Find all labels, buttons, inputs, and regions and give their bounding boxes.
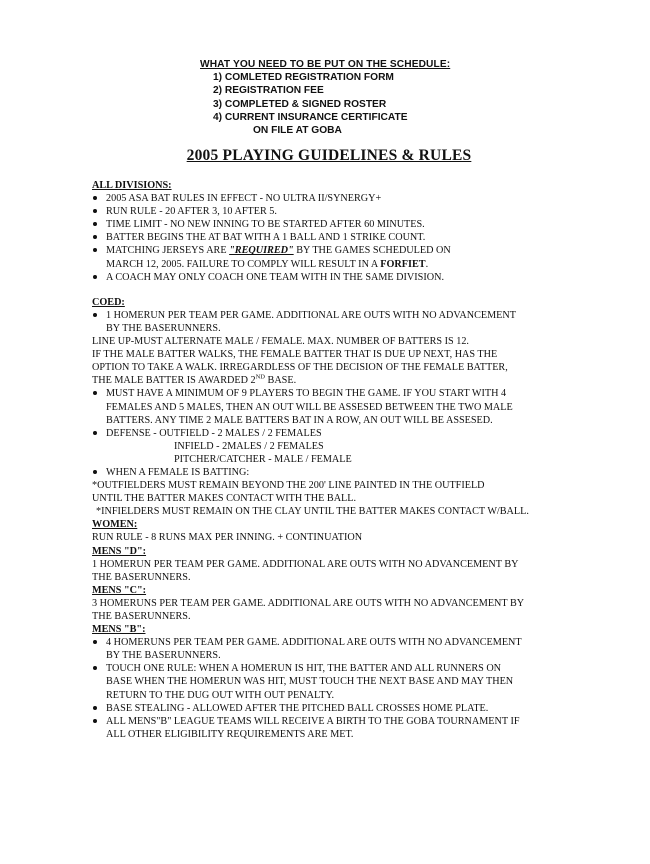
rule-line: 3 HOMERUNS PER TEAM PER GAME. ADDITIONAL ARE OUTS WITH NO ADVANCEMENT BY [92, 597, 525, 609]
rule-continuation: ALL OTHER ELIGIBILITY REQUIREMENTS ARE MET. [106, 728, 354, 740]
rule-line: UNTIL THE BATTER MAKES CONTACT WITH THE BALL. [92, 493, 357, 505]
rule-continuation: BY THE BASERUNNERS. [106, 650, 221, 662]
schedule-item: 1) COMLETED REGISTRATION FORM [213, 72, 394, 84]
schedule-item: 4) CURRENT INSURANCE CERTIFICATE [213, 111, 408, 123]
rule-continuation: INFIELD - 2MALES / 2 FEMALES [174, 440, 324, 452]
section-heading-mens-c: MENS "C": [92, 584, 147, 596]
text-segment: MARCH 12, 2005. FAILURE TO COMPLY WILL RESULT IN A [106, 258, 381, 270]
rule-bullet: TIME LIMIT - NO NEW INNING TO BE STARTED AFTER 60 MINUTES. [92, 218, 562, 231]
rule-bullet: 1 HOMERUN PER TEAM PER GAME. ADDITIONAL ARE OUTS WITH NO ADVANCEMENT [92, 309, 562, 322]
rule-bullet: TOUCH ONE RULE: WHEN A HOMERUN IS HIT, THE BATTER AND ALL RUNNERS ON [92, 662, 562, 675]
schedule-item: 2) REGISTRATION FEE [213, 85, 324, 97]
schedule-item: 3) COMPLETED & SIGNED ROSTER [213, 98, 387, 110]
rule-line: 1 HOMERUN PER TEAM PER GAME. ADDITIONAL ARE OUTS WITH NO ADVANCEMENT BY [92, 558, 519, 570]
schedule-heading: WHAT YOU NEED TO BE PUT ON THE SCHEDULE: [200, 59, 451, 70]
rule-bullet: RUN RULE - 20 AFTER 3, 10 AFTER 5. [92, 205, 562, 218]
rule-line: LINE UP-MUST ALTERNATE MALE / FEMALE. MAX. NUMBER OF BATTERS IS 12. [92, 336, 469, 348]
section-heading-all-divisions: ALL DIVISIONS: [92, 180, 172, 191]
schedule-item: ON FILE AT GOBA [253, 125, 342, 137]
rule-line: THE BASERUNNERS. [92, 611, 191, 622]
document-title [0, 147, 650, 165]
text-segment: BY THE GAMES SCHEDULED ON [293, 245, 451, 257]
forfeit-emphasis: FORFIET [380, 258, 426, 270]
rule-bullet: BASE STEALING - ALLOWED AFTER THE PITCHED BALL CROSSES HOME PLATE. [92, 702, 562, 715]
rule-bullet: A COACH MAY ONLY COACH ONE TEAM WITH IN THE SAME DIVISION. [92, 271, 562, 284]
rule-continuation: BASE WHEN THE HOMERUN WAS HIT, MUST TOUCH THE NEXT BASE AND MAY THEN [106, 676, 514, 688]
rule-line: THE BASERUNNERS. [92, 571, 191, 583]
rule-bullet: WHEN A FEMALE IS BATTING: [92, 466, 562, 479]
text-segment: . [425, 258, 429, 270]
text-segment: THE MALE BATTER IS AWARDED 2 [92, 375, 256, 387]
spacer [92, 284, 562, 296]
rule-line: IF THE MALE BATTER WALKS, THE FEMALE BATTER THAT IS DUE UP NEXT, HAS THE [92, 349, 498, 361]
rule-line [92, 374, 562, 387]
schedule-requirements [200, 58, 500, 137]
rules-body [92, 179, 562, 741]
rule-bullet: DEFENSE - OUTFIELD - 2 MALES / 2 FEMALES [92, 427, 562, 440]
text-segment: MATCHING JERSEYS ARE [106, 245, 230, 257]
rule-bullet-jerseys [92, 244, 562, 257]
section-heading-mens-d: MENS "D": [92, 545, 147, 557]
title-text: 2005 PLAYING GUIDELINES & RULES [186, 147, 472, 164]
rule-bullet: BATTER BEGINS THE AT BAT WITH A 1 BALL AND 1 STRIKE COUNT. [92, 231, 562, 244]
rule-continuation [92, 258, 562, 271]
rule-line: OPTION TO TAKE A WALK. IRREGARDLESS OF THE DECISION OF THE FEMALE BATTER, [92, 362, 508, 374]
rule-bullet: 4 HOMERUNS PER TEAM PER GAME. ADDITIONAL ARE OUTS WITH NO ADVANCEMENT [92, 636, 562, 649]
rule-continuation: RETURN TO THE DUG OUT WITH OUT PENALTY. [106, 689, 335, 701]
section-heading-coed: COED: [92, 296, 125, 308]
rule-line: RUN RULE - 8 RUNS MAX PER INNING. + CONTINUATION [92, 532, 363, 544]
rule-continuation: PITCHER/CATCHER - MALE / FEMALE [174, 453, 352, 465]
section-heading-mens-b: MENS "B": [92, 624, 146, 636]
rule-line: *OUTFIELDERS MUST REMAIN BEYOND THE 200' LINE PAINTED IN THE OUTFIELD [92, 480, 485, 492]
rule-bullet: 2005 ASA BAT RULES IN EFFECT - NO ULTRA II/SYNERGY+ [92, 192, 562, 205]
rule-line: *INFIELDERS MUST REMAIN ON THE CLAY UNTIL THE BATTER MAKES CONTACT W/BALL. [96, 506, 529, 518]
text-segment: BASE. [264, 375, 297, 387]
rule-bullet: ALL MENS"B" LEAGUE TEAMS WILL RECEIVE A BIRTH TO THE GOBA TOURNAMENT IF [92, 715, 562, 728]
rule-continuation: BATTERS. ANY TIME 2 MALE BATTERS BAT IN A ROW, AN OUT WILL BE ASSESED. [106, 414, 493, 426]
rule-bullet: MUST HAVE A MINIMUM OF 9 PLAYERS TO BEGIN THE GAME. IF YOU START WITH 4 [92, 387, 562, 400]
rule-continuation: FEMALES AND 5 MALES, THEN AN OUT WILL BE ASSESED BETWEEN THE TWO MALE [106, 401, 513, 413]
superscript: ND [255, 373, 265, 381]
required-emphasis: "REQUIRED" [229, 245, 294, 257]
section-heading-women: WOMEN: [92, 519, 138, 531]
rule-continuation: BY THE BASERUNNERS. [106, 322, 221, 334]
